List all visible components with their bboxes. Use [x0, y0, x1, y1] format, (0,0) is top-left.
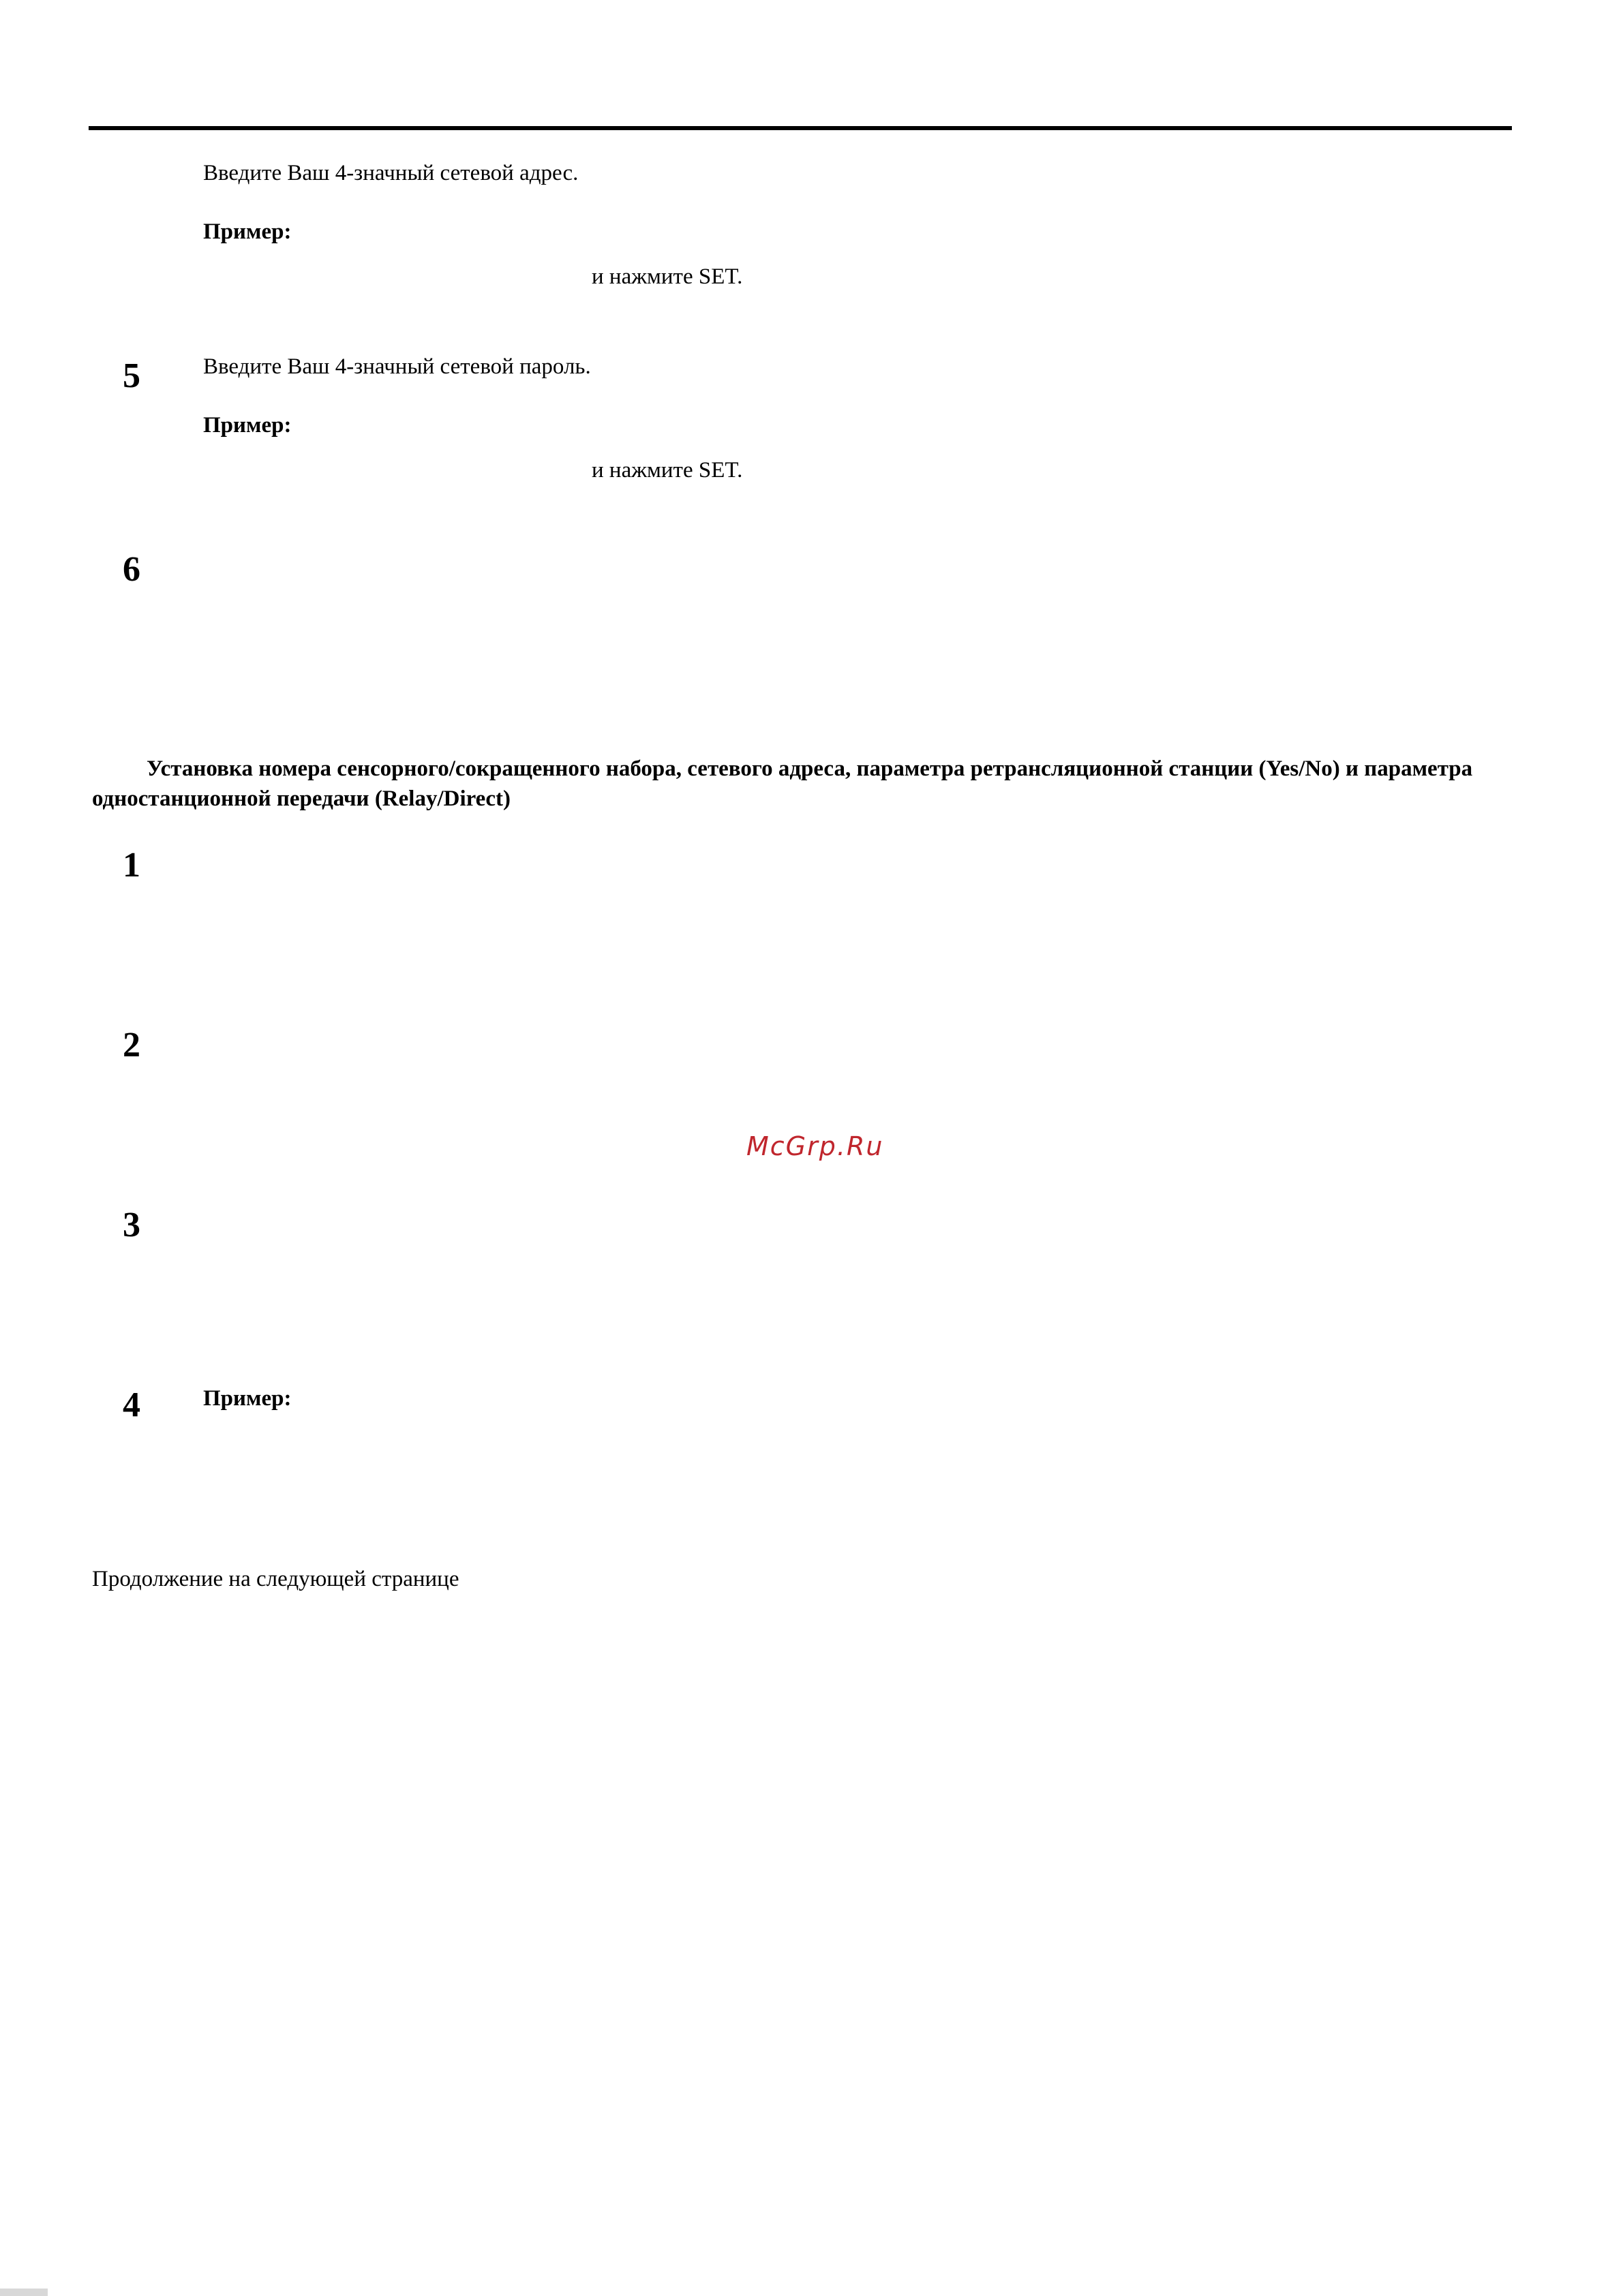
network-address-instruction: Введите Ваш 4-значный сетевой адрес. — [203, 161, 579, 185]
example-label: Пример: — [203, 219, 292, 244]
step-number-4: 4 — [123, 1386, 140, 1424]
section-heading: Установка номера сенсорного/сокращенного набора, сетевого адреса, параметра ретрансляционной станции (Yes/No) и параметра одностанционной передачи (Relay/Direct) — [92, 756, 1473, 811]
top-rule — [89, 126, 1512, 130]
press-set-text: и нажмите SET. — [592, 264, 743, 289]
watermark-text: McGrp.Ru — [746, 1131, 884, 1161]
page-corner-mark — [0, 2289, 48, 2296]
step-number-3: 3 — [123, 1206, 140, 1244]
step-number-1: 1 — [123, 846, 140, 885]
step-number-5: 5 — [123, 356, 140, 395]
continued-on-next-page: Продолжение на следующей странице — [92, 1567, 459, 1591]
example-label: Пример: — [203, 1386, 292, 1411]
network-password-instruction: Введите Ваш 4-значный сетевой пароль. — [203, 354, 591, 379]
press-set-text: и нажмите SET. — [592, 458, 743, 483]
step-number-6: 6 — [123, 550, 140, 589]
step-number-2: 2 — [123, 1026, 140, 1065]
example-label: Пример: — [203, 413, 292, 438]
